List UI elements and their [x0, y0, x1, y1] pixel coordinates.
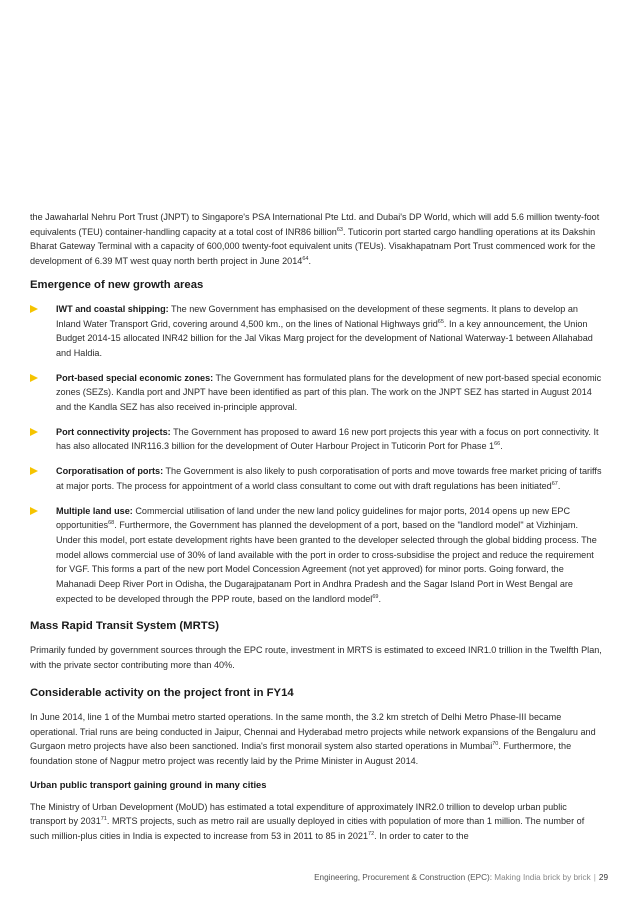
- bullet-text: Commercial utilisation of land under the new land policy guidelines for major ports, 2014 opens up new EPC opportunities: [56, 505, 571, 531]
- activity-text: . Furthermore, the foundation stone of Nagpur metro project was recently laid by the Prime Minister in August 2014.: [30, 741, 572, 766]
- footnote-ref: 70: [492, 741, 499, 748]
- heading-growth-areas: Emergence of new growth areas: [30, 278, 204, 291]
- bullet-title: Multiple land use:: [56, 505, 133, 516]
- bullet-text: . In a key announcement, the Union Budget 2014-15 allocated INR42 billion for the Jal Vikas Marg project for the development of National Waterway-1 between Allahabad and Haldia.: [56, 318, 593, 358]
- page-footer: [314, 873, 608, 882]
- footnote-ref: 65: [437, 318, 444, 325]
- footnote-ref: 72: [368, 831, 375, 838]
- footnote-ref: 71: [100, 816, 107, 823]
- bullet-title: Port connectivity projects:: [56, 426, 171, 437]
- intro-paragraph: [30, 210, 602, 269]
- bullet-title: IWT and coastal shipping:: [56, 303, 169, 314]
- bullet-text: The Government is also likely to push corporatisation of ports and move towards free market pricing of tariffs at major ports. The process for appointment of a world class consultant to come out with draft regulations has been initiated: [56, 466, 602, 491]
- footer-title: Engineering, Procurement & Construction (EPC):: [314, 873, 492, 882]
- footnote-ref: 63: [336, 226, 343, 233]
- bullet-iwt: [30, 302, 602, 361]
- heading-project-activity: Considerable activity on the project front in FY14: [30, 686, 294, 699]
- activity-paragraph: [30, 710, 602, 769]
- bullet-arrow-icon: [30, 428, 38, 436]
- footer-separator: |: [593, 873, 596, 882]
- bullet-arrow-icon: [30, 374, 38, 382]
- bullet-title: Corporatisation of ports:: [56, 466, 164, 477]
- urban-paragraph: [30, 800, 602, 844]
- footnote-ref: 67: [551, 480, 558, 487]
- bullet-title: Port-based special economic zones:: [56, 372, 214, 383]
- intro-text: . Tuticorin port started cargo handling operations at its Dakshin Bharat Gateway Terminal with a capacity of 600,000 twenty-foot equivalent units (TEUs). Visakhapatnam Port Trust commenced work for the development of 6.39 MT west quay north berth project in June 2014: [30, 226, 596, 267]
- bullet-text: .: [557, 480, 561, 491]
- bullet-text: The Government has proposed to award 16 new port projects this year with a focus on port connectivity. It has also allocated INR116.3 billion for the development of Outer Harbour Project in Tuticorin Port for Phase 1: [56, 426, 599, 452]
- bullet-text: . Furthermore, the Government has planned the development of a port, based on the "landlord model" at Vizhinjam. Under this model, port estate development rights have been granted to the developer selected through the global bidding process. The model allows commercial use of 30% of land available with the port in order to cross-subsidise the project and reduce the requirement for VGF. This forms a part of the new port Model Concession Agreement (not yet approved) for minor ports. Going forward, the Mahanadi Deep River Port in Odisha, the Dugarajpatanam Port in Andhra Pradesh and the Sagar Island Port in West Bengal are expected to be developed through the PPP route, based on the landlord model: [56, 520, 597, 604]
- intro-text: the Jawaharlal Nehru Port Trust (JNPT) to Singapore's PSA International Pte Ltd. and Dubai's DP World, which will add 5.6 million twenty-foot equivalents (TEU) container-handling capacity at a total cost of INR86 billion: [30, 212, 600, 237]
- bullet-text: The new Government has emphasised on the development of these segments. It plans to develop an Inland Water Transport Grid, covering around 4,500 km., on the lines of National Highways grid: [56, 303, 578, 329]
- urban-text: The Ministry of Urban Development (MoUD) has estimated a total expenditure of approximately INR2.0 trillion to develop urban public transport by 2031: [30, 801, 567, 827]
- bullet-connectivity: [30, 425, 602, 454]
- footnote-ref: 64: [302, 256, 309, 263]
- footer-subtitle: Making India brick by brick: [492, 873, 591, 882]
- footnote-ref: 68: [108, 520, 115, 527]
- heading-urban-transport: Urban public transport gaining ground in many cities: [30, 778, 267, 790]
- mrts-paragraph: Primarily funded by government sources through the EPC route, investment in MRTS is estimated to exceed INR1.0 trillion in the Twelfth Plan, with the private sector contributing more than 40%.: [30, 645, 602, 671]
- urban-text: . MRTS projects, such as metro rail are usually deployed in cities with population of more than 1 million. The number of such million-plus cities in India is expected to increase from 53 in 2011 to 85 in 2021: [30, 816, 585, 842]
- bullet-arrow-icon: [30, 507, 38, 515]
- bullet-land-use: [30, 504, 602, 607]
- bullet-text: .: [500, 441, 503, 452]
- bullet-sez: [30, 371, 602, 415]
- footnote-ref: 69: [372, 593, 379, 600]
- page-number: 29: [598, 873, 608, 882]
- footnote-ref: 66: [494, 441, 501, 448]
- activity-text: In June 2014, line 1 of the Mumbai metro started operations. In the same month, the 3.2 km stretch of Delhi Metro Phase-III became operational. Trial runs are being conducted in Jaipur, Chennai and Hyderabad metro projects while network expansions of the Bengaluru and Gurgaon metro projects have also been sanctioned. India's first monorail system also started operations in Mumbai: [30, 711, 596, 752]
- bullet-corporatisation: [30, 464, 602, 493]
- bullet-text: .: [378, 593, 381, 604]
- urban-text: . In order to cater to the: [374, 831, 469, 842]
- page-body: [30, 210, 602, 844]
- bullet-arrow-icon: [30, 467, 38, 475]
- heading-mrts: Mass Rapid Transit System (MRTS): [30, 620, 219, 633]
- bullet-text: The Government has formulated plans for the development of new port-based special economic zones (SEZs). Kandla port and JNPT have been identified as part of this plan. The work on the JNPT SEZ has started in August 2014 and the Kandla SEZ has also received in-principle approval.: [56, 372, 602, 413]
- intro-text: .: [308, 256, 311, 267]
- bullet-arrow-icon: [30, 305, 38, 313]
